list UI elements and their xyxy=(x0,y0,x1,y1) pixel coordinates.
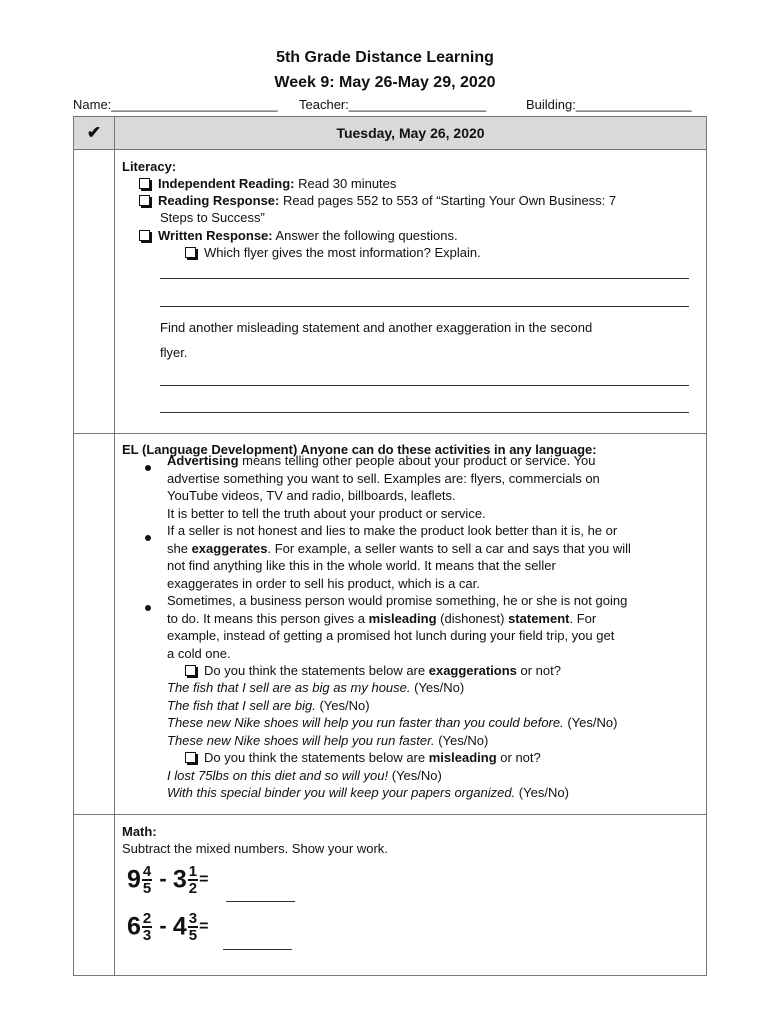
check-icon: ✔ xyxy=(74,117,115,150)
list-item-line: YouTube videos, TV and radio, billboards, leaflets. xyxy=(167,488,456,503)
bullet-icon xyxy=(145,598,151,616)
checkbox-icon[interactable] xyxy=(139,195,150,206)
statement: With this special binder you will keep your papers organized. (Yes/No) xyxy=(167,785,569,800)
list-item-line: advertise something you want to sell. Examples are: flyers, commercials on xyxy=(167,471,600,486)
teacher-field[interactable]: Teacher:___________________ xyxy=(299,97,487,112)
literacy-heading: Literacy: xyxy=(122,159,177,174)
sub-question: Do you think the statements below are exaggerations or not? xyxy=(185,662,561,680)
checkbox-icon[interactable] xyxy=(139,178,150,189)
math-instruction: Subtract the mixed numbers. Show your work. xyxy=(122,841,388,856)
answer-line[interactable] xyxy=(160,306,689,307)
math-problem-1: 9 $\frac{4}{5}$ - 3 $\frac{1}{2}$ = xyxy=(127,863,209,897)
table-header-row xyxy=(74,117,707,150)
checkbox-icon[interactable] xyxy=(139,230,150,241)
answer-line[interactable] xyxy=(160,385,689,386)
list-item-line: example, instead of getting a promised hot lunch during your field trip, you get xyxy=(167,628,615,643)
checkbox-cell-literacy[interactable] xyxy=(74,150,115,434)
list-item-line: not find anything like this in the whole world. It means that the seller xyxy=(167,558,556,573)
list-item: Sometimes, a business person would promise something, he or she is not going xyxy=(167,593,628,608)
statement: These new Nike shoes will help you run faster than you could before. (Yes/No) xyxy=(167,715,618,730)
math-cell xyxy=(115,815,707,976)
statement: These new Nike shoes will help you run faster. (Yes/No) xyxy=(167,733,489,748)
answer-line[interactable] xyxy=(226,901,295,902)
list-item: Independent Reading: Read 30 minutes xyxy=(139,175,396,193)
name-field[interactable]: Name:_______________________ xyxy=(73,97,278,112)
math-heading: Math: xyxy=(122,824,157,839)
day-header: Tuesday, May 26, 2020 xyxy=(115,117,707,150)
list-item: Advertising means telling other people about your product or service. You xyxy=(167,453,596,468)
list-item-line: a cold one. xyxy=(167,646,231,661)
statement: I lost 75lbs on this diet and so will you! (Yes/No) xyxy=(167,768,442,783)
math-problem-2: 6 $\frac{2}{3}$ - 4 $\frac{3}{5}$ = xyxy=(127,910,209,944)
literacy-cell xyxy=(115,150,707,434)
el-cell xyxy=(115,434,707,815)
list-item-line: to do. It means this person gives a misleading (dishonest) statement. For xyxy=(167,611,597,626)
page-subtitle: Week 9: May 26-May 29, 2020 xyxy=(274,74,496,91)
checkbox-icon[interactable] xyxy=(185,247,196,258)
statement: The fish that I sell are big. (Yes/No) xyxy=(167,698,370,713)
el-heading: EL (Language Development) Anyone can do these activities in any language: xyxy=(122,442,597,457)
el-row xyxy=(74,434,707,815)
checkbox-cell-el[interactable] xyxy=(74,434,115,815)
sub-question: Which flyer gives the most information? Explain. xyxy=(185,244,481,262)
question-text: flyer. xyxy=(160,345,188,360)
math-row xyxy=(74,815,707,976)
checkbox-icon[interactable] xyxy=(185,752,196,763)
building-field[interactable]: Building:________________ xyxy=(526,97,692,112)
checkbox-icon[interactable] xyxy=(185,665,196,676)
list-item: If a seller is not honest and lies to make the product look better than it is, he or xyxy=(167,523,618,538)
list-item: Reading Response: Read pages 552 to 553 of “Starting Your Own Business: 7 xyxy=(139,192,616,210)
bullet-icon xyxy=(145,528,151,546)
question-text: Find another misleading statement and another exaggeration in the second xyxy=(160,320,593,335)
checkbox-cell-math[interactable] xyxy=(74,815,115,976)
list-item-line: exaggerates in order to sell his product, which is a car. xyxy=(167,576,480,591)
page-title: 5th Grade Distance Learning xyxy=(276,49,494,66)
answer-line[interactable] xyxy=(223,949,292,950)
list-item: Written Response: Answer the following questions. xyxy=(139,227,458,245)
list-item-continued: Steps to Success” xyxy=(160,210,265,225)
schedule-table xyxy=(73,116,707,976)
answer-line[interactable] xyxy=(160,412,689,413)
statement: The fish that I sell are as big as my house. (Yes/No) xyxy=(167,680,465,695)
literacy-row xyxy=(74,150,707,434)
list-item-line: It is better to tell the truth about your product or service. xyxy=(167,506,486,521)
sub-question: Do you think the statements below are misleading or not? xyxy=(185,749,541,767)
list-item-line: she exaggerates. For example, a seller wants to sell a car and says that you will xyxy=(167,541,631,556)
bullet-icon xyxy=(145,458,151,476)
answer-line[interactable] xyxy=(160,278,689,279)
